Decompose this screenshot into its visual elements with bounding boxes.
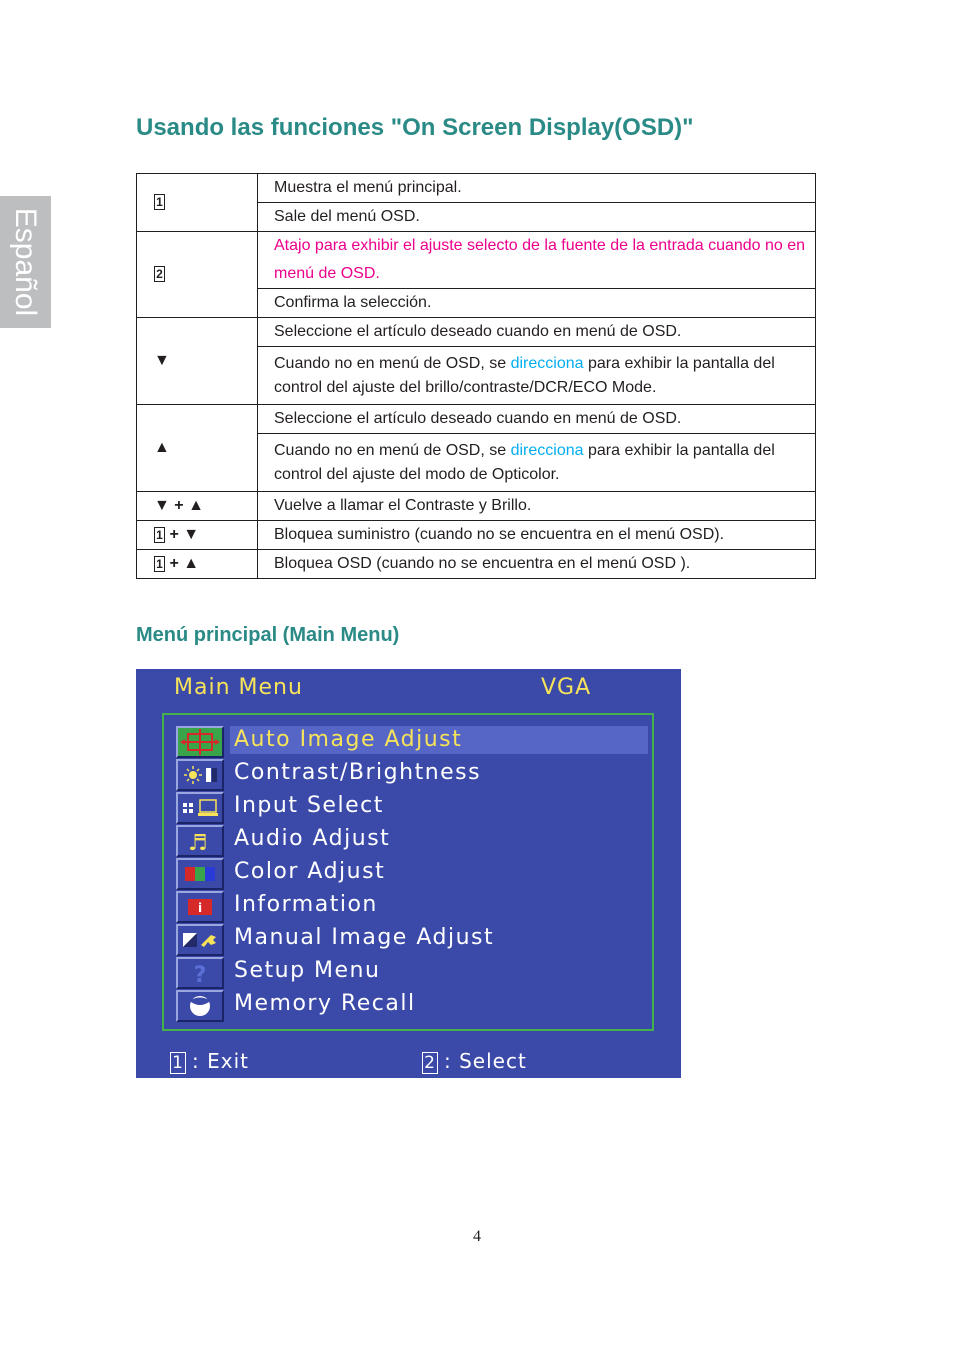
osd-item-input-select[interactable] — [176, 792, 648, 824]
plus-down-label: + ▼ — [169, 526, 200, 543]
osd-item-label: Contrast/Brightness — [234, 760, 482, 785]
color-bars-icon — [176, 858, 224, 890]
osd-select-hint — [422, 1049, 527, 1074]
osd-item-label: Manual Image Adjust — [234, 925, 495, 950]
exit-label: : Exit — [192, 1049, 249, 1073]
key-1-box: 1 — [154, 194, 165, 210]
key-1-down-cell — [137, 521, 258, 550]
osd-item-memory-recall[interactable] — [176, 990, 648, 1022]
key-1-up-cell — [137, 550, 258, 579]
osd-item-label: Information — [234, 892, 378, 917]
osd-item-label: Auto Image Adjust — [230, 726, 648, 754]
key-up-desc-b — [258, 434, 816, 492]
svg-text:?: ? — [193, 963, 207, 987]
auto-adjust-icon — [176, 726, 224, 758]
key-down-desc-a: Seleccione el artículo deseado cuando en menú de OSD. — [258, 318, 816, 347]
osd-title: Main Menu — [174, 675, 303, 700]
audio-icon — [176, 825, 224, 857]
info-icon — [176, 891, 224, 923]
key-up-desc-a: Seleccione el artículo deseado cuando en menú de OSD. — [258, 405, 816, 434]
down-arrow-icon: ▼ — [154, 352, 170, 369]
key-down-desc-b-link: direcciona — [510, 354, 584, 372]
manual-adjust-icon — [176, 924, 224, 956]
key-1-down-desc: Bloquea suministro (cuando no se encuentra en el menú OSD). — [258, 521, 816, 550]
key-down-cell — [137, 318, 258, 405]
question-icon — [176, 957, 224, 989]
osd-item-information[interactable] — [176, 891, 648, 923]
key-2-desc-b: Confirma la selección. — [258, 289, 816, 318]
page-heading: Usando las funciones "On Screen Display(OSD)" — [136, 114, 694, 141]
key-2-box: 2 — [154, 266, 165, 282]
key-2-cell — [137, 232, 258, 318]
osd-item-label: Memory Recall — [234, 991, 416, 1016]
osd-source: VGA — [541, 675, 592, 700]
osd-item-setup-menu[interactable] — [176, 957, 648, 989]
language-tab-label: Español — [9, 207, 43, 317]
page-number: 4 — [473, 1228, 481, 1245]
select-key-box: 2 — [422, 1052, 438, 1074]
osd-item-label: Input Select — [234, 793, 384, 818]
osd-exit-hint — [170, 1049, 249, 1074]
main-menu-heading: Menú principal (Main Menu) — [136, 624, 400, 646]
osd-item-audio-adjust[interactable] — [176, 825, 648, 857]
osd-main-menu-screenshot — [136, 669, 681, 1078]
brightness-icon — [176, 759, 224, 791]
key-up-desc-b-link: direcciona — [510, 441, 584, 459]
key-1-box: 1 — [154, 527, 165, 543]
osd-item-contrast-brightness[interactable] — [176, 759, 648, 791]
key-up-desc-b-pre: Cuando no en menú de OSD, se — [274, 441, 511, 459]
exit-key-box: 1 — [170, 1052, 186, 1074]
plus-up-label: + ▲ — [169, 555, 200, 572]
svg-text:i: i — [197, 901, 203, 915]
key-down-desc-b-pre: Cuando no en menú de OSD, se — [274, 354, 511, 372]
select-label: : Select — [444, 1049, 527, 1073]
language-tab — [0, 196, 51, 328]
key-up-desc-b-post: para exhibir la pantalla del control del ajuste del modo de Opticolor. — [274, 441, 775, 483]
svg-text:♬: ♬ — [188, 831, 208, 855]
key-1-box: 1 — [154, 556, 165, 572]
key-1-up-desc: Bloquea OSD (cuando no se encuentra en el menú OSD ). — [258, 550, 816, 579]
osd-item-color-adjust[interactable] — [176, 858, 648, 890]
key-2-desc-a: Atajo para exhibir el ajuste selecto de la fuente de la entrada cuando no en menú de OSD. — [258, 232, 816, 289]
key-up-cell — [137, 405, 258, 492]
key-down-up-cell: ▼ + ▲ — [137, 492, 258, 521]
key-1-cell — [137, 174, 258, 232]
osd-item-label: Setup Menu — [234, 958, 381, 983]
memory-recall-icon — [176, 990, 224, 1022]
osd-item-auto-image-adjust[interactable] — [176, 726, 648, 758]
osd-item-label: Audio Adjust — [234, 826, 391, 851]
osd-keys-table — [136, 173, 816, 579]
up-arrow-icon: ▲ — [154, 439, 170, 456]
key-1-desc-a: Muestra el menú principal. — [258, 174, 816, 203]
osd-item-manual-image-adjust[interactable] — [176, 924, 648, 956]
osd-item-label: Color Adjust — [234, 859, 386, 884]
osd-menu-panel — [162, 713, 654, 1031]
key-down-desc-b — [258, 347, 816, 405]
input-select-icon — [176, 792, 224, 824]
key-down-desc-b-post: para exhibir la pantalla del control del ajuste del brillo/contraste/DCR/ECO Mode. — [274, 354, 775, 396]
key-1-desc-b: Sale del menú OSD. — [258, 203, 816, 232]
key-down-up-desc: Vuelve a llamar el Contraste y Brillo. — [258, 492, 816, 521]
